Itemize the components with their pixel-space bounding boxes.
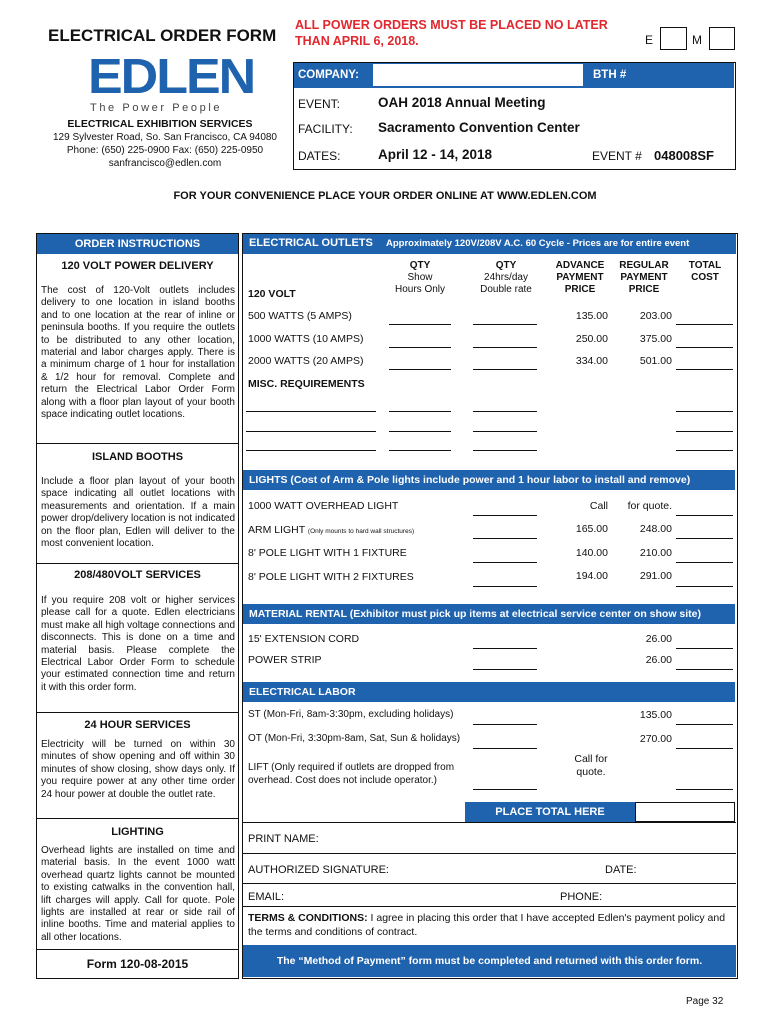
qty-24-input[interactable] xyxy=(473,324,537,325)
misc-input[interactable] xyxy=(246,431,376,432)
material-price: 26.00 xyxy=(645,633,672,645)
section-title-120v: 120 VOLT POWER DELIVERY xyxy=(61,260,214,272)
labor-price: 135.00 xyxy=(639,709,672,721)
qty-input[interactable] xyxy=(473,515,537,516)
labor-row-label: OT (Mon-Fri, 3:30pm-8am, Sat, Sun & holidays) xyxy=(248,733,461,744)
total-cost-input[interactable] xyxy=(676,562,733,563)
outlet-row-label: 500 WATTS (5 AMPS) xyxy=(248,310,352,322)
m-checkbox[interactable] xyxy=(709,27,735,50)
deadline-notice-line2: THAN APRIL 6, 2018. xyxy=(295,34,419,48)
misc-requirements-label: MISC. REQUIREMENTS xyxy=(248,378,365,390)
lift-label-line1: LIFT (Only required if outlets are dropped from xyxy=(248,762,455,773)
section-text-208v: If you require 208 volt or higher services please call for a quote. Edlen electricians must make all high voltage connections and disconnects. This is done on a time and material basis. Please complete the Electrical Labor Order Form to schedule your estimated connection time and return it with this order form. xyxy=(41,595,236,693)
electrical-labor-header: ELECTRICAL LABOR xyxy=(243,682,735,702)
total-cost-input[interactable] xyxy=(676,347,733,348)
light-row-label: 1000 WATT OVERHEAD LIGHT xyxy=(248,500,399,512)
material-price: 26.00 xyxy=(645,654,672,666)
terms-text: I agree in placing this order that I have accepted Edlen's payment policy and the terms and conditions of contract. xyxy=(248,912,726,938)
total-cost-input[interactable] xyxy=(676,586,733,587)
signature-input[interactable] xyxy=(390,861,600,877)
divider xyxy=(37,443,238,444)
section-text-120v: The cost of 120-Volt outlets includes delivery to one location in island booths and to one location at the rear of inline or peninsula booths. If you require the outlets to be distributed to any other location, material and labor charges apply. There is a minimum charge of 1 hour for installation & 1/2 hour for removal. Complete and return the Electrical Labor Order Form along with a floor plan layout of your booth space indicating outlet locations. xyxy=(41,285,235,421)
col-qty-24 xyxy=(473,260,539,296)
section-title-24hr: 24 HOUR SERVICES xyxy=(84,719,191,731)
col-qty-show-2: Show xyxy=(407,272,433,283)
regular-price: 203.00 xyxy=(639,310,672,322)
regular-price: 210.00 xyxy=(639,547,672,559)
logo-text: EDLEN xyxy=(88,49,255,105)
lift-label-line2: overhead. Cost does not include operator.) xyxy=(248,775,438,786)
date-label: DATE: xyxy=(605,864,637,876)
material-rental-header: MATERIAL RENTAL (Exhibitor must pick up items at electrical service center on show site) xyxy=(243,604,735,624)
divider xyxy=(243,822,736,823)
col-qty-show-1: QTY xyxy=(409,260,431,271)
total-cost-input[interactable] xyxy=(676,789,733,790)
regular-price: for quote. xyxy=(627,500,672,512)
hours-input[interactable] xyxy=(473,748,537,749)
col-advance-1: ADVANCE xyxy=(555,260,605,271)
qty-show-input[interactable] xyxy=(389,347,451,348)
total-cost-input[interactable] xyxy=(676,648,733,649)
advance-price: Call xyxy=(589,500,608,512)
light-row-label: 8' POLE LIGHT WITH 1 FIXTURE xyxy=(248,547,407,559)
total-cost-input[interactable] xyxy=(676,748,733,749)
total-cost-input[interactable] xyxy=(676,724,733,725)
labor-row-label: ST (Mon-Fri, 8am-3:30pm, excluding holidays) xyxy=(248,709,454,720)
advance-price: 334.00 xyxy=(575,355,608,367)
company-input[interactable] xyxy=(373,64,583,86)
col-qty-24-3: Double rate xyxy=(480,284,532,295)
regular-price: 291.00 xyxy=(639,570,672,582)
col-regular-2: PAYMENT xyxy=(620,272,668,283)
total-cost-input[interactable] xyxy=(676,538,733,539)
event-label: EVENT: xyxy=(298,97,341,111)
misc-total[interactable] xyxy=(676,431,733,432)
advance-price: 165.00 xyxy=(575,523,608,535)
place-total-label: PLACE TOTAL HERE xyxy=(465,802,635,822)
qty-show-input[interactable] xyxy=(389,369,451,370)
material-row-label: POWER STRIP xyxy=(248,654,322,666)
page-number: Page 32 xyxy=(686,996,724,1007)
qty-input[interactable] xyxy=(473,669,537,670)
terms-block xyxy=(248,911,728,939)
dates-label: DATES: xyxy=(298,149,341,163)
instructions-header: ORDER INSTRUCTIONS xyxy=(37,234,238,254)
event-value: OAH 2018 Annual Meeting xyxy=(378,95,546,110)
lift-price-line2: quote. xyxy=(576,766,606,778)
outlets-title: ELECTRICAL OUTLETS xyxy=(249,237,373,249)
misc-total[interactable] xyxy=(676,411,733,412)
phone-label: PHONE: xyxy=(560,891,603,903)
lights-header: LIGHTS (Cost of Arm & Pole lights include power and 1 hour labor to install and remove) xyxy=(243,470,735,490)
section-text-24hr: Electricity will be turned on within 30 minutes of show opening and off within 30 minutes of show closing, show days only. If you require power at any other time order 24 hour power at double the outlet rate. xyxy=(41,739,235,800)
col-advance-2: PAYMENT xyxy=(556,272,604,283)
outlets-subtitle: Approximately 120V/208V A.C. 60 Cycle - Prices are for entire event xyxy=(386,238,690,249)
outlet-row-label: 1000 WATTS (10 AMPS) xyxy=(248,333,364,345)
print-name-input[interactable] xyxy=(325,830,730,846)
misc-input[interactable] xyxy=(246,411,376,412)
misc-input[interactable] xyxy=(246,450,376,451)
advance-price: 250.00 xyxy=(575,333,608,345)
section-text-lighting: Overhead lights are installed on time and material basis. In the event 1000 watt overhead quartz lights cannot be mounted to existing catwalks in the convention hall, lift charges will apply. Call for quote. Pole lights are installed at rear or side rail of inline booths. Time and material applies to all other locations. xyxy=(41,845,235,943)
event-number-value: 048008SF xyxy=(654,148,714,163)
col-regular-3: PRICE xyxy=(628,284,660,295)
divider xyxy=(243,883,736,884)
m-label: M xyxy=(692,33,702,47)
qty-24-input[interactable] xyxy=(473,347,537,348)
dates-value: April 12 - 14, 2018 xyxy=(378,147,493,162)
section-title-208v: 208/480VOLT SERVICES xyxy=(74,569,201,581)
misc-qty-show[interactable] xyxy=(389,450,451,451)
signature-label: AUTHORIZED SIGNATURE: xyxy=(248,864,389,876)
total-cost-input[interactable] xyxy=(676,369,733,370)
grand-total-input[interactable] xyxy=(635,802,735,822)
light-row-label: 8' POLE LIGHT WITH 2 FIXTURES xyxy=(248,571,414,583)
arm-light-label: ARM LIGHT xyxy=(248,524,305,536)
col-regular xyxy=(614,260,674,296)
misc-qty-24[interactable] xyxy=(473,431,537,432)
facility-label: FACILITY: xyxy=(298,122,353,136)
regular-price: 248.00 xyxy=(639,523,672,535)
total-cost-input[interactable] xyxy=(676,669,733,670)
col-qty-show-3: Hours Only xyxy=(394,284,445,295)
misc-qty-24[interactable] xyxy=(473,411,537,412)
divider xyxy=(37,818,238,819)
qty-input[interactable] xyxy=(473,538,537,539)
outlets-section-label: 120 VOLT xyxy=(248,288,296,300)
divider xyxy=(37,712,238,713)
hours-input[interactable] xyxy=(473,724,537,725)
col-qty-24-1: QTY xyxy=(495,260,517,271)
booth-label: BTH # xyxy=(593,69,627,81)
advance-price: 135.00 xyxy=(575,310,608,322)
regular-price: 501.00 xyxy=(639,355,672,367)
advance-price: 140.00 xyxy=(575,547,608,559)
labor-price: 270.00 xyxy=(639,733,672,745)
payment-method-notice: The “Method of Payment” form must be completed and returned with this order form. xyxy=(243,945,736,977)
print-name-label: PRINT NAME: xyxy=(248,833,319,845)
col-advance-3: PRICE xyxy=(564,284,596,295)
email-label: EMAIL: xyxy=(248,891,285,903)
deadline-notice-line1: ALL POWER ORDERS MUST BE PLACED NO LATER xyxy=(295,18,608,32)
company-label: COMPANY: xyxy=(298,69,359,81)
divider xyxy=(243,906,736,907)
divider xyxy=(37,949,238,950)
col-advance xyxy=(550,260,610,296)
hours-input[interactable] xyxy=(473,789,537,790)
section-title-island: ISLAND BOOTHS xyxy=(91,451,184,463)
material-row-label: 15' EXTENSION CORD xyxy=(248,633,360,645)
misc-total[interactable] xyxy=(676,450,733,451)
arm-light-note: (Only mounts to hard wall structures) xyxy=(307,528,415,535)
logo-tagline: The Power People xyxy=(90,102,223,114)
form-number: Form 120-08-2015 xyxy=(86,957,189,971)
col-total-2: COST xyxy=(691,272,719,283)
facility-value: Sacramento Convention Center xyxy=(378,120,580,135)
col-total xyxy=(680,260,730,284)
form-title: ELECTRICAL ORDER FORM xyxy=(48,26,277,45)
qty-show-input[interactable] xyxy=(389,324,451,325)
terms-label: TERMS & CONDITIONS: xyxy=(248,912,368,924)
qty-input[interactable] xyxy=(473,586,537,587)
divider xyxy=(37,563,238,564)
company-address: 129 Sylvester Road, So. San Francisco, CA 94080 xyxy=(52,132,277,143)
section-text-island: Include a floor plan layout of your booth space indicating all outlet locations with measurements and orientation. If a main power drop/delivery location is not indicated on the floor plan, Edlen will deliver to the most convenient location. xyxy=(41,476,235,550)
email-input[interactable] xyxy=(290,888,550,904)
qty-input[interactable] xyxy=(473,648,537,649)
online-order-notice: FOR YOUR CONVENIENCE PLACE YOUR ORDER ONLINE AT WWW.EDLEN.COM xyxy=(173,190,597,202)
event-number-label: EVENT # xyxy=(592,149,642,163)
lift-price-line1: Call for xyxy=(574,753,608,765)
divider xyxy=(243,853,736,854)
advance-price: 194.00 xyxy=(575,570,608,582)
total-cost-input[interactable] xyxy=(676,515,733,516)
misc-qty-show[interactable] xyxy=(389,431,451,432)
light-row-label xyxy=(248,524,414,536)
section-title-lighting: LIGHTING xyxy=(111,826,164,838)
col-regular-1: REGULAR xyxy=(619,260,669,271)
company-phone-fax: Phone: (650) 225-0900 Fax: (650) 225-0950 xyxy=(66,145,264,156)
e-label: E xyxy=(645,33,654,47)
col-qty-show xyxy=(389,260,451,296)
regular-price: 375.00 xyxy=(639,333,672,345)
col-qty-24-2: 24hrs/day xyxy=(484,272,528,283)
total-cost-input[interactable] xyxy=(676,324,733,325)
company-email: sanfrancisco@edlen.com xyxy=(108,158,222,169)
col-total-1: TOTAL xyxy=(688,260,722,271)
misc-qty-24[interactable] xyxy=(473,450,537,451)
division-name: ELECTRICAL EXHIBITION SERVICES xyxy=(67,118,253,130)
misc-qty-show[interactable] xyxy=(389,411,451,412)
qty-input[interactable] xyxy=(473,562,537,563)
e-checkbox[interactable] xyxy=(660,27,687,50)
qty-24-input[interactable] xyxy=(473,369,537,370)
outlet-row-label: 2000 WATTS (20 AMPS) xyxy=(248,355,364,367)
